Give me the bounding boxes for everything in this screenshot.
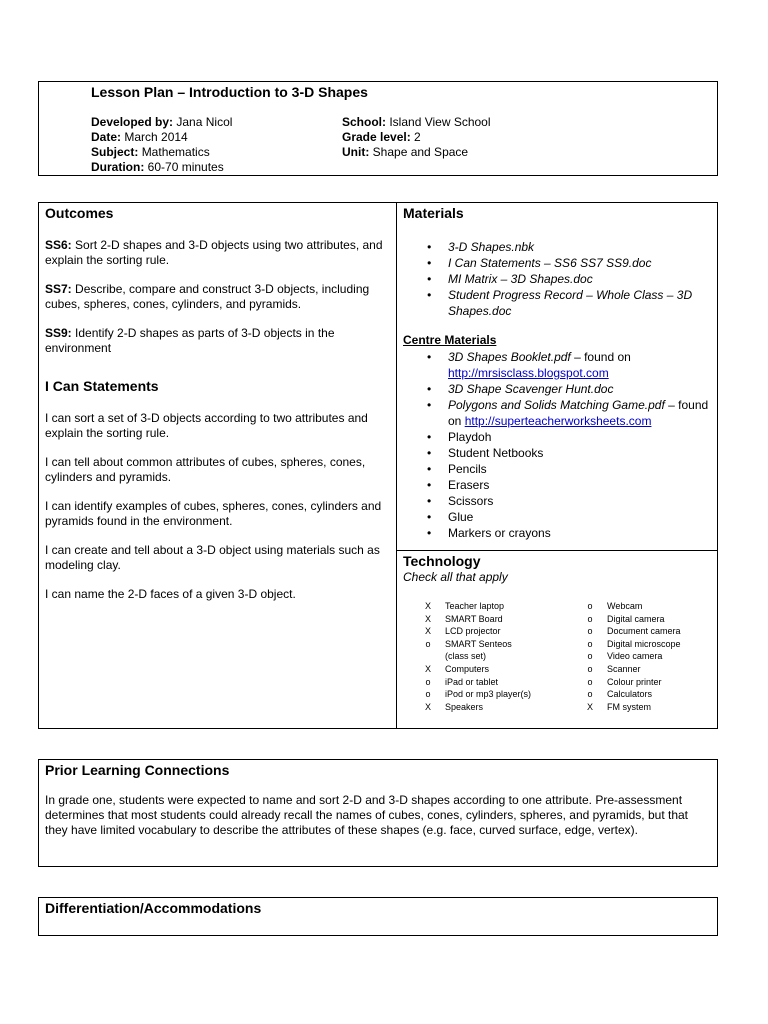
prior-learning-heading: Prior Learning Connections — [45, 762, 230, 778]
date-row — [91, 130, 341, 145]
material-name: I Can Statements – SS6 SS7 SS9.doc — [448, 256, 652, 270]
technology-label: iPod or mp3 player(s) — [445, 689, 532, 700]
lesson-title: Lesson Plan – Introduction to 3-D Shapes — [91, 84, 368, 100]
technology-cell — [403, 553, 713, 723]
outcome-text: Sort 2-D shapes and 3-D objects using two attributes, and explain the sorting rule. — [45, 238, 383, 267]
technology-label: Webcam — [607, 601, 643, 611]
date-value: March 2014 — [124, 130, 188, 144]
unchecked-circle-icon[interactable]: o — [425, 638, 431, 649]
material-name: Student Netbooks — [448, 446, 544, 460]
i-can-statement: I can tell about common attributes of cubes, spheres, cones, cylinders and pyramids. — [45, 455, 366, 484]
unchecked-circle-icon[interactable]: o — [587, 601, 593, 611]
list-item — [403, 239, 713, 255]
bullet-icon: • — [427, 382, 432, 396]
technology-label: Digital camera — [607, 613, 665, 624]
technology-item — [583, 625, 708, 638]
technology-label: SMART Board — [445, 613, 503, 624]
list-item — [403, 493, 713, 509]
bullet-icon: • — [427, 240, 432, 254]
school-label: School: — [342, 115, 386, 129]
centre-materials-heading: Centre Materials — [403, 333, 497, 347]
technology-item — [583, 650, 708, 663]
technology-label: Computers — [445, 663, 490, 674]
bullet-icon: • — [427, 430, 432, 444]
technology-item — [421, 663, 571, 676]
technology-item — [421, 676, 571, 689]
list-item — [403, 287, 713, 319]
technology-item — [583, 600, 708, 613]
bullet-icon: • — [427, 256, 432, 270]
technology-label: Speakers — [445, 701, 484, 712]
outcome-ss7 — [45, 282, 390, 312]
centre-materials-list — [403, 349, 713, 541]
materials-cell — [403, 205, 713, 541]
technology-item — [421, 650, 571, 663]
grade-label: Grade level: — [342, 130, 411, 144]
lesson-header-box — [38, 81, 718, 176]
bullet-icon: • — [427, 288, 432, 302]
check-mark-icon[interactable]: X — [424, 613, 431, 624]
technology-heading: Technology — [403, 553, 481, 569]
check-mark-icon[interactable]: X — [586, 701, 593, 712]
technology-label: LCD projector — [445, 626, 501, 637]
material-name: 3-D Shapes.nbk — [448, 240, 535, 254]
unit-value: Shape and Space — [372, 145, 469, 159]
developed-by-row — [91, 115, 341, 130]
outcome-code: SS6: — [45, 238, 72, 252]
material-name: Pencils — [448, 462, 487, 476]
technology-label: Scanner — [607, 663, 641, 674]
i-can-statement: I can name the 2-D faces of a given 3-D object. — [45, 587, 296, 601]
technology-label: SMART Senteos — [445, 638, 512, 649]
material-name: Playdoh — [448, 430, 492, 444]
bullet-icon: • — [427, 350, 432, 364]
developed-by-label: Developed by: — [91, 115, 174, 129]
material-note: – found on — [570, 350, 631, 364]
materials-heading: Materials — [403, 205, 464, 221]
technology-item — [421, 701, 571, 714]
list-item — [403, 445, 713, 461]
unit-label: Unit: — [342, 145, 370, 159]
booklet-link[interactable]: http://mrsisclass.blogspot.com — [448, 366, 609, 380]
unchecked-circle-icon[interactable]: o — [587, 638, 593, 649]
technology-item — [583, 663, 708, 676]
material-name: Scissors — [448, 494, 494, 508]
bullet-icon: • — [427, 478, 432, 492]
materials-technology-divider — [396, 550, 717, 551]
unchecked-circle-icon[interactable]: o — [425, 676, 431, 687]
list-item — [403, 255, 713, 271]
differentiation-box — [38, 897, 718, 936]
outcome-text: Identify 2-D shapes as parts of 3-D objects in the environment — [45, 326, 335, 355]
technology-item — [421, 600, 571, 613]
technology-item — [583, 701, 708, 714]
technology-item — [583, 638, 708, 651]
outcome-ss9 — [45, 326, 390, 356]
prior-learning-box — [38, 759, 718, 867]
technology-label: FM system — [607, 701, 651, 712]
header-left-column — [91, 115, 341, 175]
subject-row — [91, 145, 341, 160]
material-name: 3D Shape Scavenger Hunt.doc — [448, 382, 614, 396]
bullet-icon: • — [427, 526, 432, 540]
list-item — [403, 271, 713, 287]
column-divider — [396, 203, 397, 728]
unchecked-circle-icon[interactable]: o — [587, 689, 593, 700]
list-item — [403, 461, 713, 477]
technology-left-list — [421, 600, 571, 713]
material-name: Markers or crayons — [448, 526, 551, 540]
date-label: Date: — [91, 130, 122, 144]
developed-by-value: Jana Nicol — [176, 115, 233, 129]
i-can-statement: I can identify examples of cubes, spheres, cones, cylinders and pyramids found in the environment. — [45, 499, 382, 528]
bullet-icon: • — [427, 510, 432, 524]
list-item — [403, 477, 713, 493]
material-name: 3D Shapes Booklet.pdf — [448, 350, 571, 364]
technology-label: Colour printer — [607, 676, 662, 687]
outcomes-heading: Outcomes — [45, 205, 114, 221]
technology-item — [421, 613, 571, 626]
technology-item — [583, 688, 708, 701]
material-name: Polygons and Solids Matching Game.pdf — [448, 398, 665, 412]
i-can-statement: I can create and tell about a 3-D object using materials such as modeling clay. — [45, 543, 380, 572]
material-name: Glue — [448, 510, 474, 524]
material-note: – found on — [448, 398, 709, 428]
material-name: Student Progress Record – Whole Class – 3D Shapes.doc — [448, 288, 693, 318]
material-name: MI Matrix – 3D Shapes.doc — [448, 272, 593, 286]
outcome-ss6 — [45, 238, 390, 268]
subject-label: Subject: — [91, 145, 139, 159]
outcome-code: SS7: — [45, 282, 72, 296]
check-mark-icon[interactable]: X — [424, 663, 431, 674]
bullet-icon: • — [427, 462, 432, 476]
duration-row — [91, 160, 341, 175]
unchecked-circle-icon[interactable]: o — [587, 651, 593, 662]
prior-learning-text: In grade one, students were expected to name and sort 2-D and 3-D shapes according to one attribute. Pre-assessment determines that most students could already recall the names of cubes, cones, cylinders, spheres, and pyramids, but that they have limited vocabulary to describe the attributes of these shapes (e.g. face, curved surface, edge, vertex). — [45, 793, 689, 837]
school-value: Island View School — [389, 115, 491, 129]
technology-label: Video camera — [607, 651, 663, 662]
grade-row — [342, 130, 642, 145]
subject-value: Mathematics — [141, 145, 210, 159]
grade-value: 2 — [414, 130, 421, 144]
check-mark-icon[interactable]: X — [424, 626, 431, 637]
outcome-code: SS9: — [45, 326, 72, 340]
technology-item — [421, 625, 571, 638]
technology-label: (class set) — [445, 651, 487, 662]
material-name: Erasers — [448, 478, 490, 492]
materials-list — [403, 239, 713, 319]
technology-label: iPad or tablet — [445, 676, 499, 687]
i-can-statement: I can sort a set of 3-D objects according to two attributes and explain the sorting rule. — [45, 411, 368, 440]
list-item — [403, 397, 713, 429]
technology-item — [583, 613, 708, 626]
unchecked-circle-icon[interactable]: o — [587, 613, 593, 624]
bullet-icon: • — [427, 446, 432, 460]
technology-item — [583, 676, 708, 689]
technology-subheading: Check all that apply — [403, 570, 508, 584]
list-item — [403, 349, 713, 381]
list-item — [403, 525, 713, 541]
duration-value: 60-70 minutes — [147, 160, 224, 174]
matching-link[interactable]: http://superteacherworksheets.com — [464, 414, 652, 428]
unchecked-circle-icon[interactable]: o — [587, 663, 593, 674]
unchecked-circle-icon[interactable]: o — [587, 676, 593, 687]
bullet-icon: • — [427, 272, 432, 286]
unchecked-circle-icon[interactable]: o — [425, 689, 431, 700]
technology-label: Calculators — [607, 689, 653, 700]
outcomes-materials-table — [38, 202, 718, 729]
check-mark-icon[interactable]: X — [424, 701, 431, 712]
bullet-icon: • — [427, 494, 432, 508]
technology-item — [421, 688, 571, 701]
i-can-heading: I Can Statements — [45, 378, 159, 394]
technology-right-list — [583, 600, 708, 713]
unit-row — [342, 145, 642, 160]
outcome-text: Describe, compare and construct 3-D objects, including cubes, spheres, cones, cylinders, and pyramids. — [45, 282, 370, 311]
list-item — [403, 381, 713, 397]
list-item — [403, 429, 713, 445]
technology-label: Teacher laptop — [445, 601, 505, 611]
school-row — [342, 115, 642, 130]
check-mark-icon[interactable]: X — [424, 601, 431, 611]
duration-label: Duration: — [91, 160, 145, 174]
list-item — [403, 509, 713, 525]
header-right-column — [342, 115, 642, 160]
technology-label: Document camera — [607, 626, 681, 637]
outcomes-cell — [45, 205, 390, 602]
bullet-icon: • — [427, 398, 432, 412]
unchecked-circle-icon[interactable]: o — [587, 626, 593, 637]
technology-item — [421, 638, 571, 651]
differentiation-heading: Differentiation/Accommodations — [45, 900, 262, 916]
technology-label: Digital microscope — [607, 638, 681, 649]
